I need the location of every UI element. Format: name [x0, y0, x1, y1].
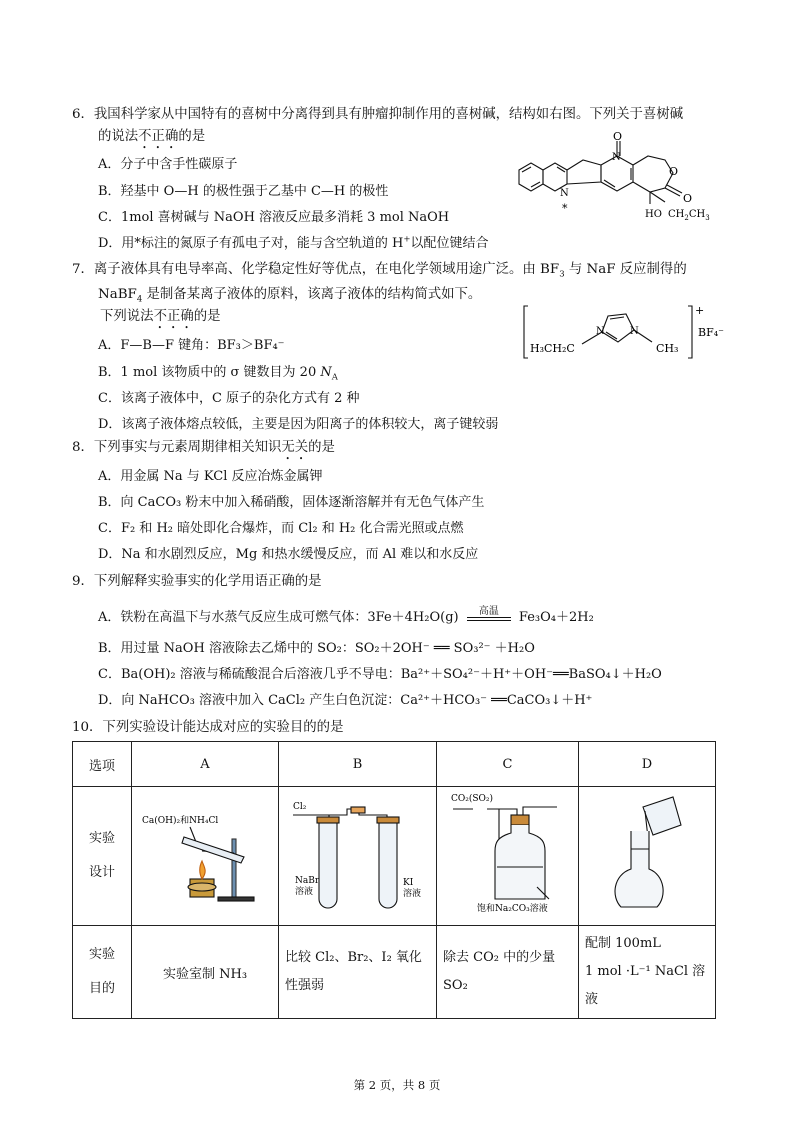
q9-option-a-post: Fe₃O₄＋2H₂	[518, 610, 594, 625]
apparatus-b-halogen	[279, 787, 436, 921]
q9-option-c: C．Ba(OH)₂ 溶液与稀硫酸混合后溶液几乎不导电：Ba²⁺＋SO₄²⁻＋H⁺＋OH⁻══BaSO₄↓＋H₂O	[98, 667, 662, 682]
q8-option-b: B．向 CaCO₃ 粉末中加入稀硝酸，固体逐渐溶解并有无色气体产生	[98, 495, 485, 510]
struct-o-ring: O	[669, 165, 679, 178]
table-header-row	[73, 742, 716, 787]
struct-ethyl-a: CH	[668, 209, 685, 220]
apparatus-b-right-2: 溶液	[403, 889, 422, 899]
q8-option-d: D．Na 和水剧烈反应，Mg 和热水缓慢反应，而 Al 难以和水反应	[98, 547, 479, 562]
apparatus-c-gas-wash	[437, 787, 578, 921]
q7-option-c: C．该离子液体中，C 原子的杂化方式有 2 种	[98, 391, 360, 406]
q6-option-c: C．1mol 喜树碱与 NaOH 溶液反应最多消耗 3 mol NaOH	[98, 210, 450, 225]
row-label-purpose	[73, 926, 132, 1019]
apparatus-c-liquid: 饱和Na₂CO₃溶液	[477, 904, 548, 914]
struct-o-right: O	[683, 192, 693, 205]
table-row-design	[73, 787, 716, 926]
camptothecin-structure	[505, 130, 735, 225]
q6-option-d-pre: D．用*标注的氮原子有孤电子对，能与含空轨道的 H	[98, 236, 404, 251]
q9-option-a	[98, 606, 594, 625]
ion-anion: BF₄⁻	[698, 326, 724, 339]
struct-star: *	[562, 202, 568, 215]
q10-stem: 10．下列实验设计能达成对应的实验目的的是	[72, 720, 344, 735]
ionic-liquid-structure	[522, 302, 732, 362]
cell-design-b	[279, 787, 437, 926]
row-label-design-1: 实验	[88, 831, 115, 846]
q7-option-a: A．F—B—F 键角：BF₃＞BF₄⁻	[98, 338, 285, 353]
ion-n-right: N	[630, 326, 639, 337]
purpose-c: 除去 CO₂ 中的少量 SO₂	[437, 926, 579, 1019]
header-d: D	[579, 742, 716, 787]
apparatus-a-label: Ca(OH)₂和NH₄Cl	[142, 816, 219, 826]
q6-stem-pre: 的说法	[98, 129, 139, 144]
page-footer: 第 2 页，共 8 页	[353, 1078, 441, 1092]
q6-stem-post: 的是	[178, 129, 206, 144]
q9-condition-line-bottom	[467, 620, 511, 621]
q7-option-b-na-sub: A	[331, 372, 338, 383]
q7-stem-3-post: 的是	[193, 309, 221, 324]
q7-option-b	[98, 361, 338, 383]
struct-ethyl-a-sub: 2	[684, 214, 689, 222]
q7-stem-line1: 7．离子液体具有电导率高、化学稳定性好等优点，在电化学领域用途广泛。由 $BF_3$ 与 NaF 反应制得的	[72, 262, 687, 280]
q7-stem-1a: 7．离子液体具有电导率高、化学稳定性好等优点，在电化学领域用途广泛。由 BF	[72, 262, 560, 277]
q8-stem-emphasis: 无关	[281, 440, 309, 455]
q8-stem-post: 的是	[308, 440, 335, 455]
q6-option-b: B．羟基中 O—H 的极性强于乙基中 C—H 的极性	[98, 184, 389, 199]
cell-design-c	[437, 787, 579, 926]
cell-design-d	[579, 787, 716, 926]
q9-stem: 9．下列解释实验事实的化学用语正确的是	[72, 574, 322, 589]
row-label-purpose-2: 目的	[88, 981, 115, 996]
q9-condition-label: 高温	[478, 606, 499, 617]
q7-stem-2a: NaBF	[98, 287, 137, 302]
q6-stem-line1: 6．我国科学家从中国特有的喜树中分离得到具有肿瘤抑制作用的喜树碱，结构如右图。下列关于喜树碱	[72, 107, 684, 122]
ion-right-group: CH₃	[656, 342, 679, 355]
header-a: A	[132, 742, 279, 787]
ion-left-group: H₃CH₂C	[530, 342, 575, 355]
row-label-purpose-1: 实验	[88, 947, 115, 962]
table-row-purpose	[73, 926, 716, 1019]
experiment-table	[72, 741, 716, 1019]
q7-stem-2b: 是制备某离子液体的原料，该离子液体的结构简式如下。	[142, 287, 482, 302]
struct-ethyl-b: CH	[688, 209, 706, 220]
purpose-d-1: 配制 100mL	[585, 936, 661, 951]
q9-reaction-condition	[467, 606, 511, 621]
struct-oh: HO	[645, 209, 662, 220]
apparatus-d-flask	[579, 787, 715, 921]
purpose-b: 比较 Cl₂、Br₂、I₂ 氧化性强弱	[279, 926, 437, 1019]
struct-o-top: O	[613, 130, 623, 143]
purpose-d	[579, 926, 716, 1019]
q6-option-d-sup: +	[403, 234, 411, 245]
row-label-design	[73, 787, 132, 926]
q9-condition-line-top	[467, 617, 511, 618]
ion-charge: +	[695, 304, 705, 317]
header-b: B	[279, 742, 437, 787]
q6-stem-line2	[98, 125, 205, 152]
purpose-d-2: 1 mol ·L⁻¹ NaCl 溶液	[585, 964, 706, 1007]
apparatus-b-gas: Cl₂	[293, 802, 307, 812]
q9-option-a-pre: A．铁粉在高温下与水蒸气反应生成可燃气体：3Fe＋4H₂O(g)	[98, 610, 459, 625]
header-c: C	[437, 742, 579, 787]
q8-option-a: A．用金属 Na 与 KCl 反应冶炼金属钾	[98, 469, 323, 484]
q6-option-d-post: 以配位键结合	[410, 236, 489, 251]
q6-option-d	[98, 232, 489, 251]
apparatus-b-left-1: NaBr	[295, 876, 320, 886]
ion-n-left: N	[596, 326, 605, 337]
q8-stem	[72, 436, 335, 463]
q8-stem-pre: 8．下列事实与元素周期律相关知识	[72, 440, 282, 455]
q7-stem-line3	[100, 305, 221, 332]
apparatus-c-gas: CO₂(SO₂)	[451, 794, 494, 804]
struct-n2: N	[560, 188, 569, 199]
q7-stem-emphasis: 不正确	[153, 309, 194, 324]
purpose-a: 实验室制 NH₃	[132, 926, 279, 1019]
q6-option-a: A．分子中含手性碳原子	[98, 157, 238, 172]
q9-option-b: B．用过量 NaOH 溶液除去乙烯中的 SO₂：SO₂＋2OH⁻ ══ SO₃²⁻ ＋H₂O	[98, 641, 535, 656]
q7-stem-3-pre: 下列说法	[100, 309, 154, 324]
q9-option-d: D．向 NaHCO₃ 溶液中加入 CaCl₂ 产生白色沉淀：Ca²⁺＋HCO₃⁻ ══CaCO₃↓＋H⁺	[98, 693, 593, 708]
apparatus-b-left-2: 溶液	[295, 887, 314, 897]
row-label-design-2: 设计	[88, 865, 115, 880]
apparatus-b-right-1: KI	[403, 878, 414, 888]
struct-ethyl-b-sub: 3	[705, 214, 710, 222]
q8-option-c: C．F₂ 和 H₂ 暗处即化合爆炸，而 Cl₂ 和 H₂ 化合需光照或点燃	[98, 521, 464, 536]
q7-option-b-na: N	[320, 365, 332, 380]
q6-stem-emphasis: 不正确	[138, 129, 179, 144]
q7-option-d: D．该离子液体熔点较低，主要是因为阳离子的体积较大，离子键较弱	[98, 417, 499, 432]
struct-ethyl	[668, 209, 710, 222]
q7-stem-1b: 与 NaF 反应制得的	[564, 262, 687, 277]
header-option: 选项	[73, 742, 132, 787]
struct-n1: N	[612, 152, 621, 163]
q7-stem-line2: NaBF$_4$ 是制备某离子液体的原料，该离子液体的结构简式如下。	[98, 287, 482, 305]
cell-design-a	[132, 787, 279, 926]
apparatus-a-ammonia	[132, 787, 278, 921]
q7-option-b-pre: B．1 mol 该物质中的 σ 键数目为 20	[98, 365, 321, 380]
